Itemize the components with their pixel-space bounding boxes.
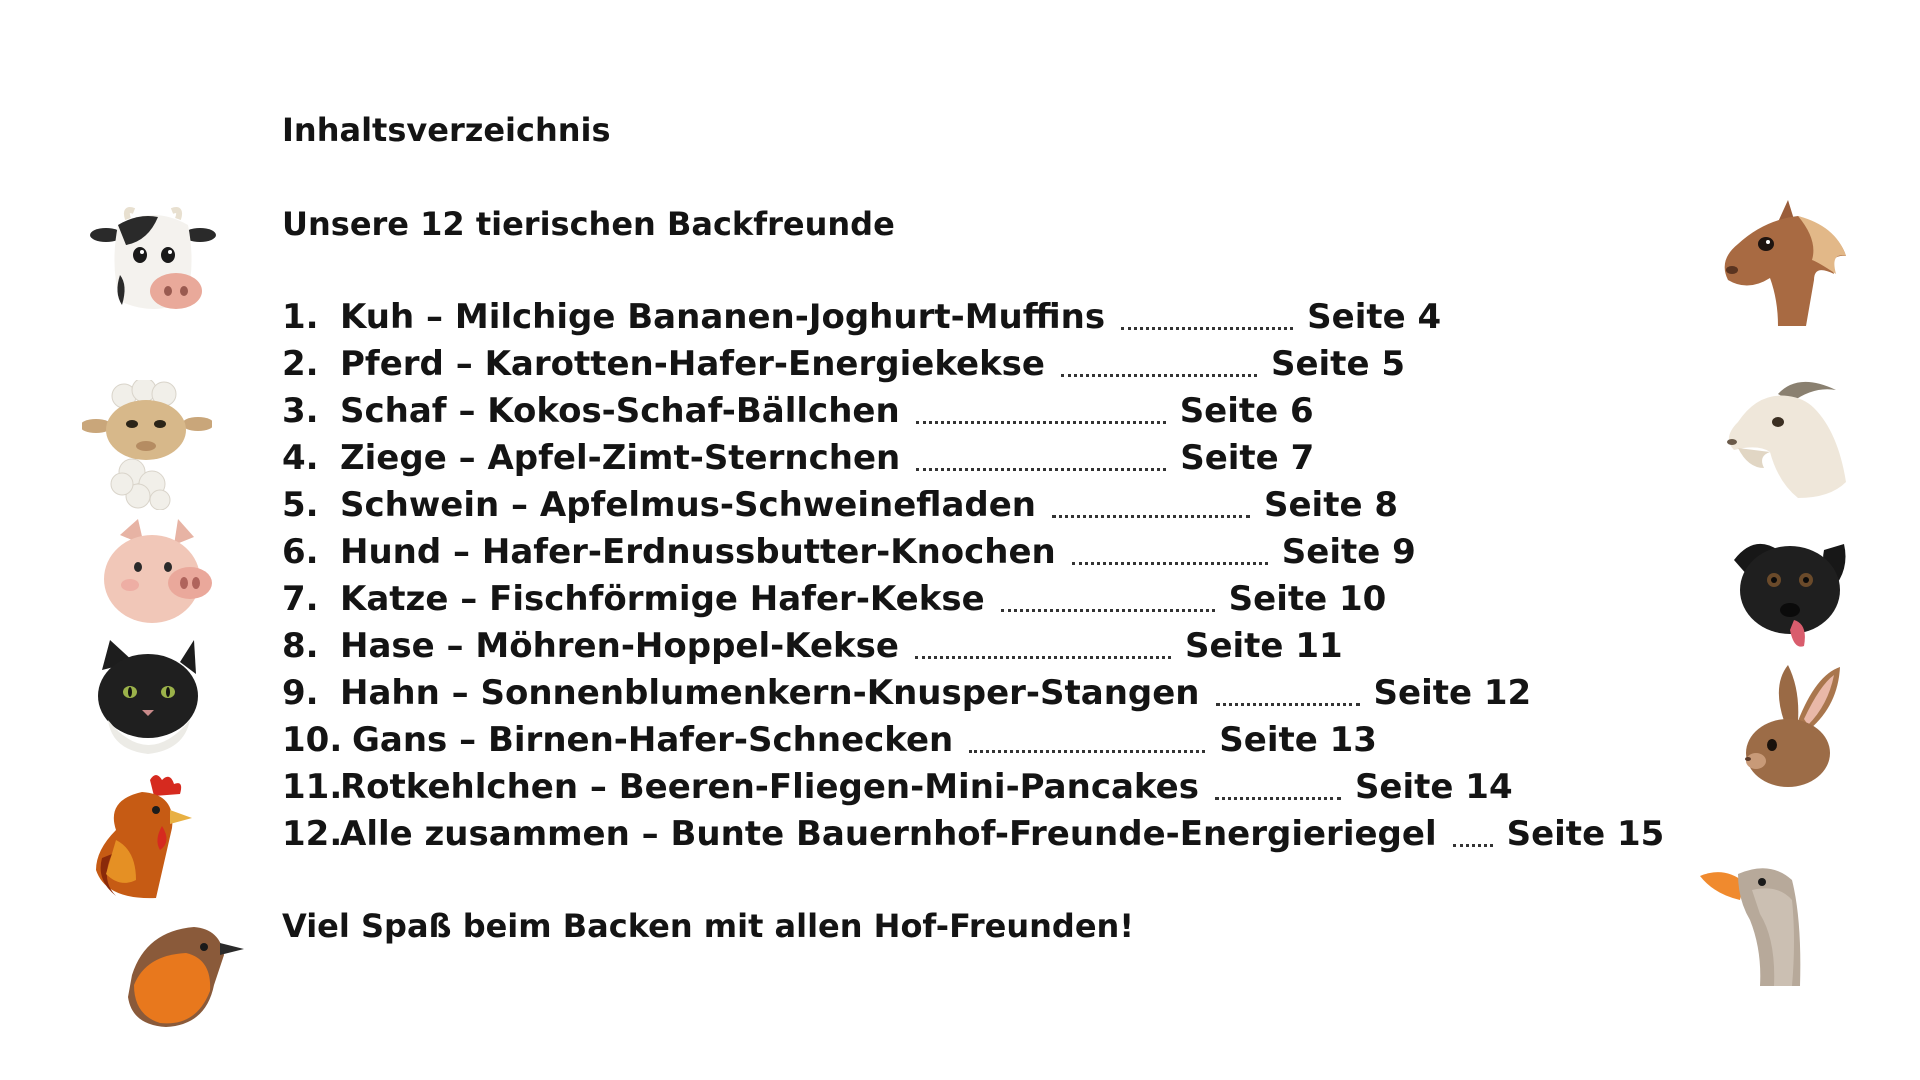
entry-page: Seite 11 <box>1184 626 1343 666</box>
entry-animal: Pferd <box>340 344 444 384</box>
entry-separator: – <box>589 767 607 807</box>
toc-entry[interactable] <box>282 344 1664 391</box>
entry-page: Seite 12 <box>1373 673 1532 713</box>
dot-leader <box>1121 323 1293 330</box>
cat-icon <box>84 640 214 770</box>
entry-animal: Katze <box>340 579 449 619</box>
rabbit-icon <box>1728 665 1858 795</box>
entry-animal: Alle zusammen <box>340 814 630 854</box>
entry-animal: Hund <box>340 532 442 572</box>
entry-recipe: Kokos-Schaf-Bällchen <box>487 391 900 431</box>
entry-recipe: Sonnenblumenkern-Knusper-Stangen <box>480 673 1200 713</box>
entry-page: Seite 4 <box>1307 297 1442 337</box>
entry-separator: – <box>641 814 659 854</box>
entry-separator: – <box>459 720 477 760</box>
sheep-icon <box>82 380 212 510</box>
dot-leader <box>916 417 1166 424</box>
toc-entry[interactable] <box>282 720 1664 767</box>
entry-separator: – <box>426 297 444 337</box>
entry-recipe: Möhren-Hoppel-Kekse <box>475 626 899 666</box>
entry-animal: Kuh <box>340 297 415 337</box>
toc-entry[interactable] <box>282 391 1664 438</box>
dot-leader <box>1052 511 1250 518</box>
entry-animal: Hahn <box>340 673 440 713</box>
entry-recipe: Fischförmige Hafer-Kekse <box>489 579 985 619</box>
entry-page: Seite 10 <box>1228 579 1387 619</box>
rooster-icon <box>76 770 206 900</box>
closing-line: Viel Spaß beim Backen mit allen Hof-Freunden! <box>282 907 1134 945</box>
entry-recipe: Birnen-Hafer-Schnecken <box>487 720 954 760</box>
entry-separator: – <box>458 391 476 431</box>
entry-recipe: Hafer-Erdnussbutter-Knochen <box>481 532 1056 572</box>
table-of-contents <box>282 297 1664 861</box>
entry-recipe: Bunte Bauernhof-Freunde-Energieriegel <box>670 814 1437 854</box>
toc-entry[interactable] <box>282 579 1664 626</box>
horse-icon <box>1718 200 1848 330</box>
entry-page: Seite 8 <box>1264 485 1399 525</box>
cow-icon <box>88 205 218 335</box>
dot-leader <box>1215 793 1341 800</box>
entry-animal: Schwein <box>340 485 500 525</box>
dot-leader <box>915 652 1171 659</box>
entry-animal: Gans <box>352 720 448 760</box>
dog-icon <box>1724 530 1854 660</box>
entry-separator: – <box>511 485 529 525</box>
entry-number: 1. <box>282 297 319 337</box>
entry-animal: Ziege <box>340 438 447 478</box>
dot-leader <box>1001 605 1215 612</box>
entry-number: 11. <box>282 767 343 807</box>
entry-page: Seite 6 <box>1179 391 1314 431</box>
entry-separator: – <box>455 344 473 384</box>
entry-animal: Rotkehlchen <box>340 767 579 807</box>
dot-leader <box>916 464 1166 471</box>
pig-icon <box>92 515 222 645</box>
entry-number: 8. <box>282 626 319 666</box>
entry-number: 6. <box>282 532 319 572</box>
goose-icon <box>1700 860 1830 990</box>
dot-leader <box>1453 840 1493 847</box>
page-title: Inhaltsverzeichnis <box>282 111 611 149</box>
entry-number: 9. <box>282 673 319 713</box>
robin-icon <box>116 915 246 1045</box>
entry-number: 5. <box>282 485 319 525</box>
entry-recipe: Beeren-Fliegen-Mini-Pancakes <box>618 767 1199 807</box>
entry-page: Seite 9 <box>1281 532 1416 572</box>
entry-recipe: Apfelmus-Schweinefladen <box>539 485 1036 525</box>
entry-separator: – <box>460 579 478 619</box>
entry-page: Seite 14 <box>1354 767 1513 807</box>
dot-leader <box>969 746 1205 753</box>
entry-page: Seite 15 <box>1506 814 1665 854</box>
entry-number: 7. <box>282 579 319 619</box>
toc-entry[interactable] <box>282 673 1664 720</box>
entry-number: 3. <box>282 391 319 431</box>
entry-recipe: Karotten-Hafer-Energiekekse <box>484 344 1045 384</box>
toc-entry[interactable] <box>282 814 1664 861</box>
entry-page: Seite 7 <box>1180 438 1315 478</box>
entry-animal: Hase <box>340 626 435 666</box>
entry-page: Seite 13 <box>1219 720 1377 760</box>
entry-animal: Schaf <box>340 391 447 431</box>
entry-number: 12. <box>282 814 343 854</box>
toc-entry[interactable] <box>282 532 1664 579</box>
entry-number: 10. <box>282 720 343 760</box>
toc-entry[interactable] <box>282 438 1664 485</box>
entry-separator: – <box>458 438 476 478</box>
dot-leader <box>1216 699 1360 706</box>
toc-entry[interactable] <box>282 626 1664 673</box>
entry-number: 4. <box>282 438 319 478</box>
entry-page: Seite 5 <box>1270 344 1405 384</box>
entry-separator: – <box>453 532 471 572</box>
entry-separator: – <box>451 673 469 713</box>
subtitle: Unsere 12 tierischen Backfreunde <box>282 205 895 243</box>
entry-separator: – <box>446 626 464 666</box>
toc-entry[interactable] <box>282 767 1664 814</box>
entry-recipe: Milchige Bananen-Joghurt-Muffins <box>454 297 1106 337</box>
dot-leader <box>1061 370 1257 377</box>
entry-recipe: Apfel-Zimt-Sternchen <box>487 438 901 478</box>
dot-leader <box>1072 558 1268 565</box>
toc-entry[interactable] <box>282 297 1664 344</box>
goat-icon <box>1718 372 1848 502</box>
entry-number: 2. <box>282 344 319 384</box>
toc-entry[interactable] <box>282 485 1664 532</box>
